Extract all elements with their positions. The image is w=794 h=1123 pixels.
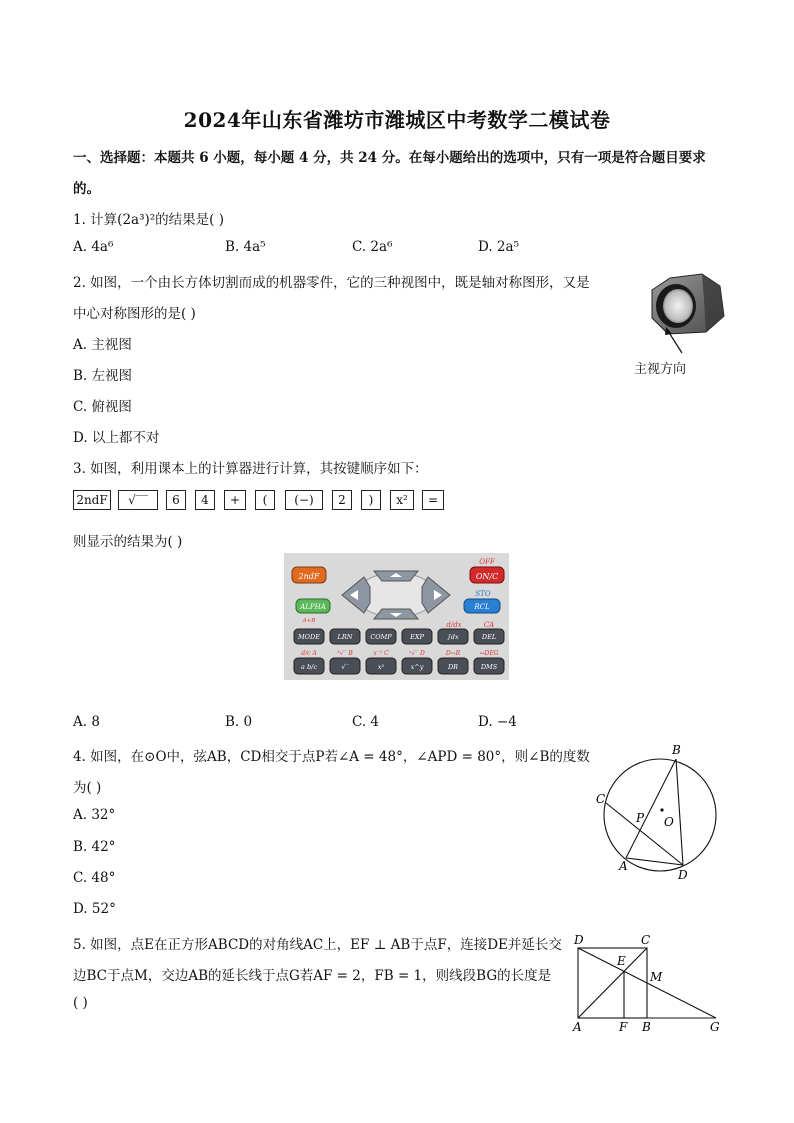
q5-stem-line3: ( ) xyxy=(73,995,88,1011)
key-square: x² xyxy=(390,490,414,510)
q2-stem-line2: 中心对称图形的是( ) xyxy=(73,306,196,322)
calc-row1-top-1: CA xyxy=(483,621,495,629)
calc-row1-3: EXP xyxy=(410,633,424,641)
q2-stem-line1: 2. 如图，一个由长方体切割而成的机器零件，它的三种视图中，既是轴对称图形，又是 xyxy=(73,275,590,291)
q2-option-c: C. 俯视图 xyxy=(73,399,132,415)
label-p: P xyxy=(636,811,645,825)
calc-row2-top-2: x⁻¹ C xyxy=(373,650,389,657)
square-figure xyxy=(568,928,728,1036)
calc-off-label: OFF xyxy=(479,558,495,566)
section-heading-line1: 一、选择题：本题共 6 小题，每小题 4 分，共 24 分。在每小题给出的选项中，只有一项是符合题目要求 xyxy=(73,150,706,166)
key-left-paren: ( xyxy=(255,490,275,510)
q2-option-d: D. 以上都不对 xyxy=(73,430,160,446)
calc-row1-top-0: d/dx xyxy=(446,621,462,629)
key-right-paren: ) xyxy=(361,490,381,510)
q4-option-a: A. 32° xyxy=(73,807,116,823)
machine-part-figure xyxy=(640,270,740,350)
label-b: B xyxy=(672,743,681,757)
calc-row2-top-0: d/c A xyxy=(301,650,317,657)
label-b: B xyxy=(642,1020,651,1034)
q4-stem-line1: 4. 如图，在⊙O中，弦AB，CD相交于点P若∠A = 48°，∠APD = 80°，则∠B的度数 xyxy=(73,749,590,765)
q3-option-b: B. 0 xyxy=(225,714,253,730)
calc-onc-label: ON/C xyxy=(475,572,499,581)
label-e: E xyxy=(617,954,626,968)
q1-option-d: D. 2a⁵ xyxy=(478,239,519,255)
label-g: G xyxy=(710,1020,720,1034)
calc-2ndf-label: 2ndF xyxy=(298,572,320,581)
page-title: 2024年山东省潍坊市潍城区中考数学二模试卷 xyxy=(183,108,611,132)
label-d: D xyxy=(574,933,584,947)
q4-option-d: D. 52° xyxy=(73,901,116,917)
view-direction-arrow-icon xyxy=(660,325,690,355)
calculator-figure xyxy=(284,553,509,680)
key-equals: = xyxy=(422,490,444,510)
calc-rcl-label: RCL xyxy=(474,603,490,611)
q3-option-a: A. 8 xyxy=(73,714,100,730)
key-negative: (−) xyxy=(285,490,323,510)
label-d: D xyxy=(678,868,688,882)
key-2: 2 xyxy=(332,490,352,510)
calc-row2-0: a b/c xyxy=(301,663,317,671)
calc-row2-top-4: D↔R xyxy=(445,650,461,657)
calc-alpha-label: ALPHA xyxy=(300,603,326,611)
label-m: M xyxy=(650,970,663,984)
calc-row1-2: COMP xyxy=(370,633,392,641)
q3-option-d: D. −4 xyxy=(478,714,517,730)
section-heading-line2: 的。 xyxy=(73,181,100,197)
q4-stem-line2: 为( ) xyxy=(73,780,102,796)
calc-row2-top-5: ↔DEG xyxy=(479,650,499,657)
calc-row2-top-3: ˣ√‾ D xyxy=(409,650,425,657)
q1-option-b: B. 4a⁵ xyxy=(225,239,266,255)
q1-stem: 1. 计算(2a³)²的结果是( ) xyxy=(73,212,224,228)
key-sqrt: √‾‾ xyxy=(118,490,158,510)
q5-stem-line2: 边BC于点M，交边AB的延长线于点G若AF = 2，FB = 1，则线段BG的长度是 xyxy=(73,968,552,984)
label-f: F xyxy=(619,1020,628,1034)
calc-row1-4: ∫dx xyxy=(447,633,459,641)
label-a: A xyxy=(619,859,628,873)
q1-option-c: C. 2a⁶ xyxy=(352,239,393,255)
q2-figure-caption: 主视方向 xyxy=(634,362,687,377)
calc-row2-4: DR xyxy=(447,663,459,671)
q4-option-c: C. 48° xyxy=(73,870,116,886)
calc-row2-1: √‾ xyxy=(341,663,349,671)
label-o: O xyxy=(664,815,674,829)
calc-row2-top-1: ³√‾ B xyxy=(337,650,353,657)
calc-sto-label: STO xyxy=(475,590,491,598)
label-a: A xyxy=(573,1020,582,1034)
q3-result-line: 则显示的结果为( ) xyxy=(73,534,183,550)
calc-row1-1: LRN xyxy=(337,633,353,641)
q2-option-b: B. 左视图 xyxy=(73,368,133,384)
q3-stem: 3. 如图，利用课本上的计算器进行计算，其按键顺序如下： xyxy=(73,461,428,477)
q4-option-b: B. 42° xyxy=(73,839,116,855)
key-2ndf: 2ndF xyxy=(73,490,111,510)
q2-option-a: A. 主视图 xyxy=(73,337,132,353)
calc-row2-5: DMS xyxy=(480,663,498,671)
q5-stem-line1: 5. 如图，点E在正方形ABCD的对角线AC上，EF ⊥ AB于点F，连接DE并延长交 xyxy=(73,937,562,953)
q3-option-c: C. 4 xyxy=(352,714,380,730)
label-c: C xyxy=(596,792,606,806)
key-6: 6 xyxy=(166,490,186,510)
calc-row2-2: x² xyxy=(377,663,385,671)
key-plus: + xyxy=(224,490,246,510)
label-c: C xyxy=(641,933,651,947)
calc-row2-3: x^y xyxy=(410,663,424,671)
key-4: 4 xyxy=(195,490,215,510)
calc-row1-0: MODE xyxy=(298,633,320,641)
q1-option-a: A. 4a⁶ xyxy=(73,239,114,255)
calc-row1-5: DEL xyxy=(481,633,497,641)
calc-ab-label: A+B xyxy=(302,618,316,624)
circle-figure xyxy=(590,740,730,885)
